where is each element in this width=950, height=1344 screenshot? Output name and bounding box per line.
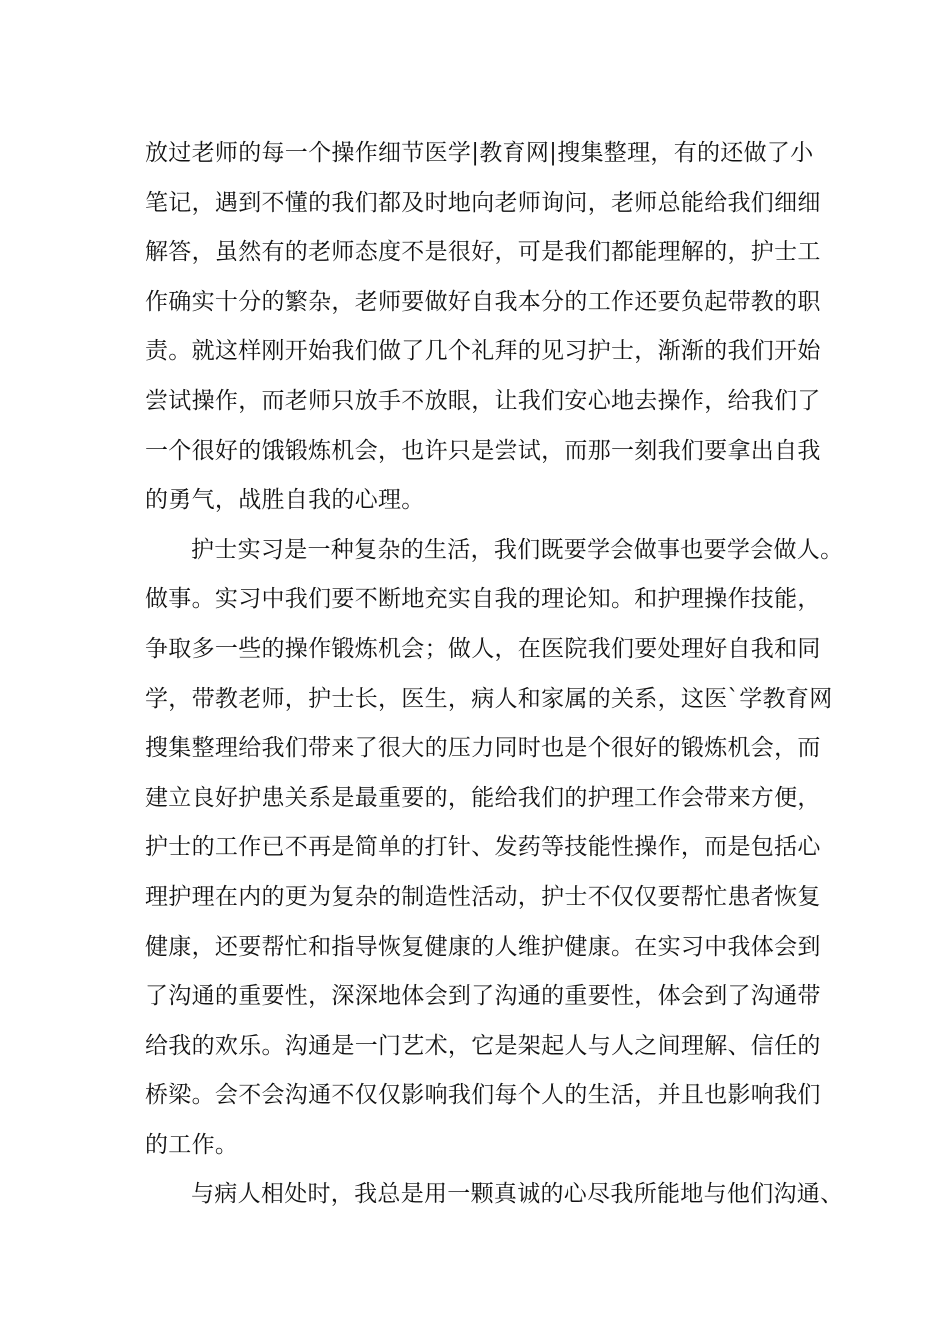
text-line: 解答，虽然有的老师态度不是很好，可是我们都能理解的，护士工 bbox=[145, 239, 821, 266]
text-line: 争取多一些的操作锻炼机会；做人，在医院我们要处理好自我和同 bbox=[145, 635, 821, 662]
paragraph-2 bbox=[145, 526, 845, 1171]
paragraph-1 bbox=[145, 129, 845, 526]
document-body bbox=[145, 129, 845, 1220]
text-line: 健康，还要帮忙和指导恢复健康的人维护健康。在实习中我体会到 bbox=[145, 933, 821, 960]
text-line: 理护理在内的更为复杂的制造性活动，护士不仅仅要帮忙患者恢复 bbox=[145, 883, 821, 910]
text-line: 给我的欢乐。沟通是一门艺术，它是架起人与人之间理解、信任的 bbox=[145, 1032, 821, 1059]
paragraph-3 bbox=[145, 1170, 845, 1220]
text-line: 护士的工作已不再是简单的打针、发药等技能性操作，而是包括心 bbox=[145, 834, 821, 861]
text-line: 搜集整理给我们带来了很大的压力同时也是个很好的锻炼机会，而 bbox=[145, 735, 821, 762]
text-line: 了沟通的重要性，深深地体会到了沟通的重要性，体会到了沟通带 bbox=[145, 983, 821, 1010]
text-line: 一个很好的饿锻炼机会，也许只是尝试，而那一刻我们要拿出自我 bbox=[145, 437, 821, 464]
text-line: 与病人相处时，我总是用一颗真诚的心尽我所能地与他们沟通、 bbox=[191, 1181, 844, 1208]
text-line: 学，带教老师，护士长，医生，病人和家属的关系，这医`学教育网 bbox=[145, 685, 833, 712]
text-line: 建立良好护患关系是最重要的，能给我们的护理工作会带来方便， bbox=[145, 784, 821, 811]
text-line: 的勇气，战胜自我的心理。 bbox=[145, 487, 425, 514]
text-line: 作确实十分的繁杂，老师要做好自我本分的工作还要负起带教的职 bbox=[145, 288, 821, 315]
text-line: 做事。实习中我们要不断地充实自我的理论知。和护理操作技能， bbox=[145, 586, 821, 613]
text-line: 放过老师的每一个操作细节医学|教育网|搜集整理，有的还做了小 bbox=[145, 140, 814, 166]
text-line: 的工作。 bbox=[145, 1131, 239, 1158]
text-line: 桥梁。会不会沟通不仅仅影响我们每个人的生活，并且也影响我们 bbox=[145, 1082, 821, 1109]
text-line: 责。就这样刚开始我们做了几个礼拜的见习护士，渐渐的我们开始 bbox=[145, 338, 821, 365]
text-line: 护士实习是一种复杂的生活，我们既要学会做事也要学会做人。 bbox=[191, 536, 844, 563]
text-line: 尝试操作，而老师只放手不放眼，让我们安心地去操作，给我们了 bbox=[145, 387, 821, 414]
text-line: 笔记，遇到不懂的我们都及时地向老师询问，老师总能给我们细细 bbox=[145, 189, 821, 216]
